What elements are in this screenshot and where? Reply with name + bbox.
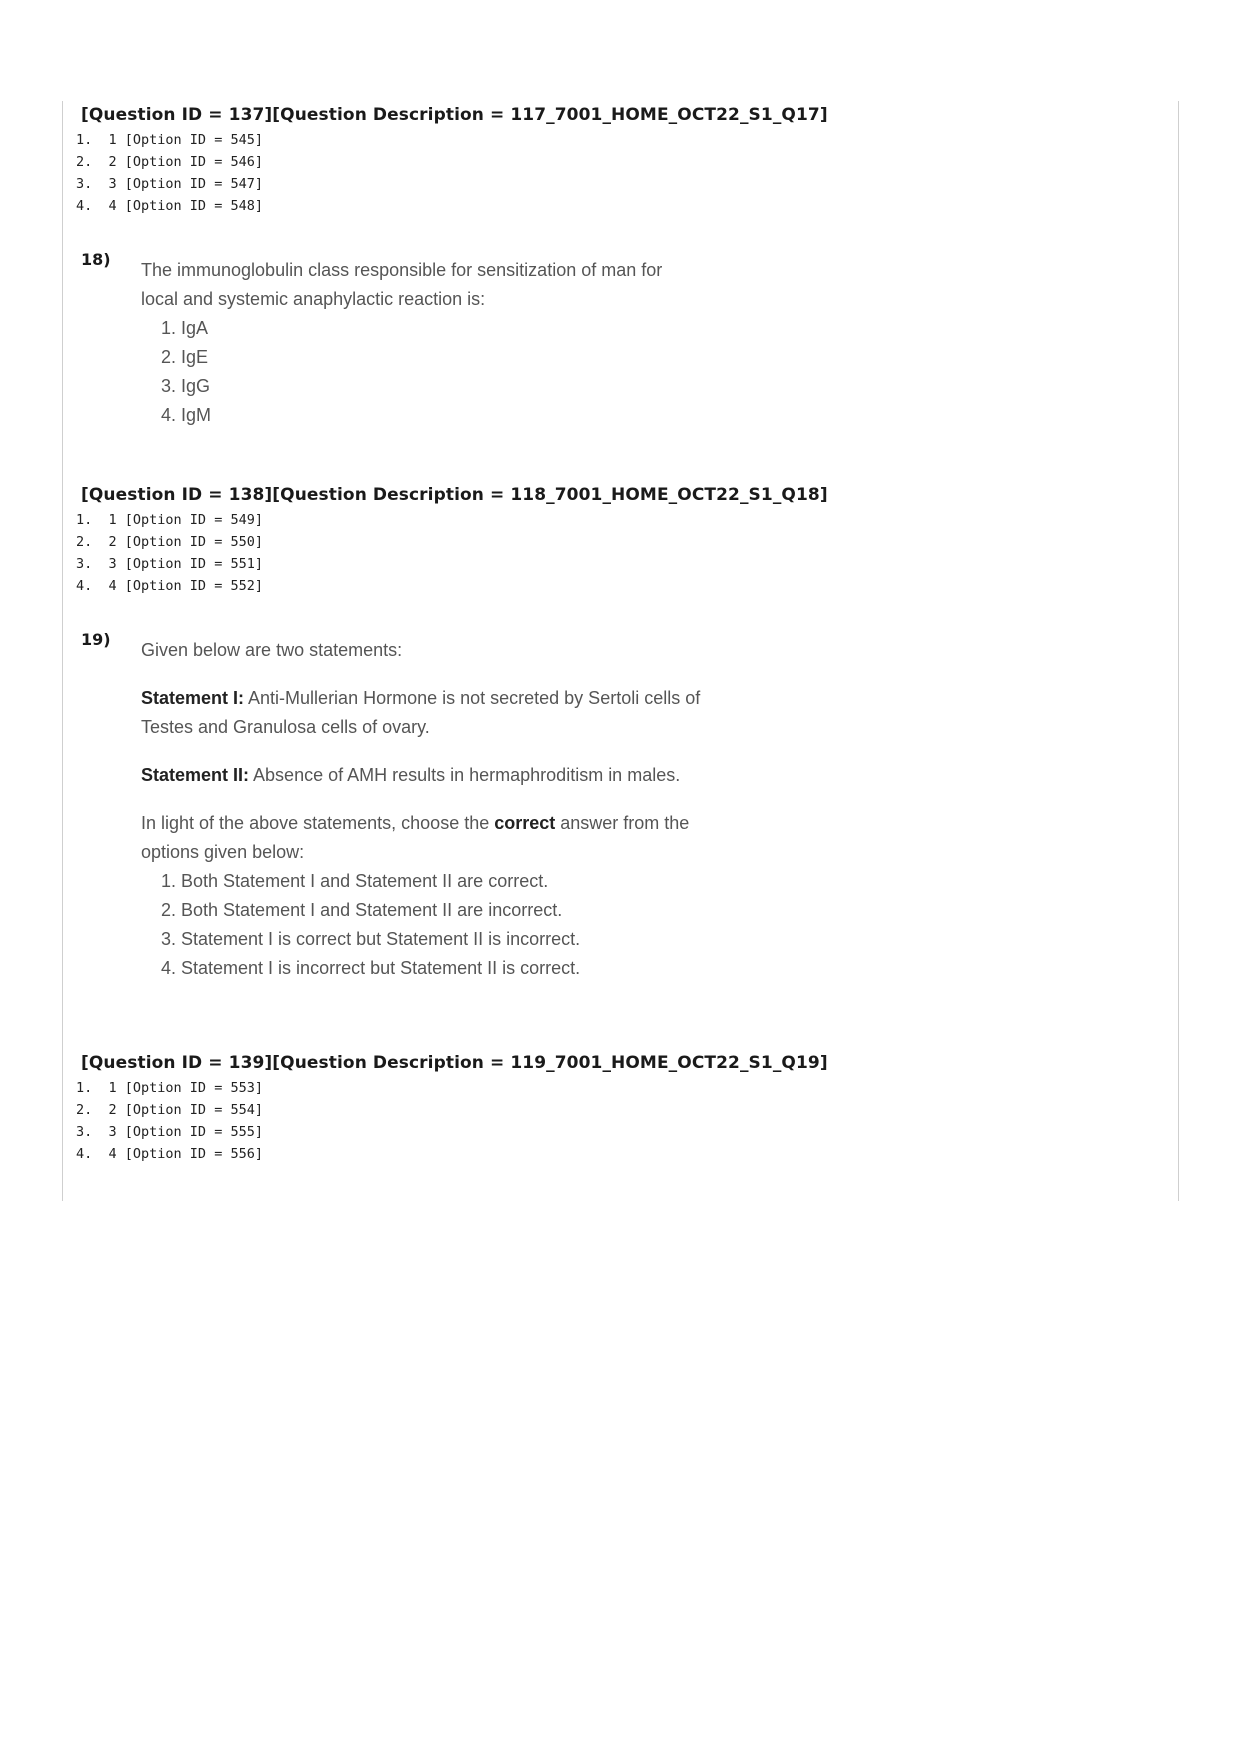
option-list — [76, 1077, 263, 1165]
question-text-line: The immunoglobulin class responsible for sensitization of man for — [141, 260, 663, 280]
question-header: [Question ID = 138][Question Description = 118_7001_HOME_OCT22_S1_Q18] — [81, 485, 828, 505]
instruction-emphasis: correct — [494, 813, 556, 833]
statement-one — [141, 684, 781, 713]
option-item — [76, 1077, 263, 1099]
option-text: 1 [Option ID = 545] — [108, 132, 263, 148]
option-text: 2 [Option ID = 550] — [108, 534, 263, 550]
answer-choice: 2. IgE — [161, 347, 209, 367]
option-number: 3. — [76, 176, 93, 192]
question-number: 19) — [81, 630, 111, 649]
option-number: 4. — [76, 578, 93, 594]
option-text: 4 [Option ID = 548] — [108, 198, 263, 214]
option-text: 1 [Option ID = 549] — [108, 512, 263, 528]
option-number: 4. — [76, 198, 93, 214]
option-number: 2. — [76, 1102, 93, 1118]
option-text: 1 [Option ID = 553] — [108, 1080, 263, 1096]
option-text: 3 [Option ID = 551] — [108, 556, 263, 572]
option-number: 2. — [76, 154, 93, 170]
answer-choice: 3. IgG — [161, 376, 211, 396]
answer-choice: 1. Both Statement I and Statement II are correct. — [161, 871, 549, 891]
answer-choice: 4. IgM — [161, 405, 212, 425]
statement-one-continued: Testes and Granulosa cells of ovary. — [141, 717, 430, 737]
option-text: 3 [Option ID = 555] — [108, 1124, 263, 1140]
option-item — [76, 1143, 263, 1165]
option-number: 3. — [76, 1124, 93, 1140]
question-header: [Question ID = 139][Question Description = 119_7001_HOME_OCT22_S1_Q19] — [81, 1053, 828, 1073]
instruction-text — [141, 809, 781, 838]
statement-text: Absence of AMH results in hermaphroditism in males. — [249, 765, 681, 785]
option-item — [76, 553, 263, 575]
option-number: 1. — [76, 512, 93, 528]
instruction-part: In light of the above statements, choose the — [141, 813, 495, 833]
option-text: 4 [Option ID = 556] — [108, 1146, 263, 1162]
option-text: 3 [Option ID = 547] — [108, 176, 263, 192]
statement-two — [141, 761, 781, 790]
option-list — [76, 509, 263, 597]
option-item — [76, 1099, 263, 1121]
option-number: 4. — [76, 1146, 93, 1162]
answer-choices — [141, 314, 781, 430]
option-number: 1. — [76, 1080, 93, 1096]
answer-choice: 4. Statement I is incorrect but Statement II is correct. — [161, 958, 581, 978]
option-number: 3. — [76, 556, 93, 572]
instruction-text-continued: options given below: — [141, 842, 305, 862]
option-item — [76, 173, 263, 195]
question-text-line: local and systemic anaphylactic reaction is: — [141, 289, 486, 309]
question-header: [Question ID = 137][Question Description = 117_7001_HOME_OCT22_S1_Q17] — [81, 105, 828, 125]
option-item — [76, 531, 263, 553]
instruction-part: answer from the — [555, 813, 690, 833]
option-number: 2. — [76, 534, 93, 550]
answer-choices — [141, 867, 781, 983]
statement-text: Anti-Mullerian Hormone is not secreted by Sertoli cells of — [244, 688, 701, 708]
option-list — [76, 129, 263, 217]
option-item — [76, 575, 263, 597]
option-item — [76, 1121, 263, 1143]
answer-choice: 2. Both Statement I and Statement II are incorrect. — [161, 900, 563, 920]
option-item — [76, 129, 263, 151]
option-number: 1. — [76, 132, 93, 148]
statement-label: Statement I: — [141, 688, 245, 708]
statement-label: Statement II: — [141, 765, 250, 785]
question-intro: Given below are two statements: — [141, 640, 403, 660]
question-body — [141, 256, 781, 430]
option-text: 2 [Option ID = 546] — [108, 154, 263, 170]
option-item — [76, 509, 263, 531]
question-body — [141, 636, 781, 983]
option-item — [76, 195, 263, 217]
option-text: 2 [Option ID = 554] — [108, 1102, 263, 1118]
answer-choice: 1. IgA — [161, 318, 209, 338]
option-text: 4 [Option ID = 552] — [108, 578, 263, 594]
option-item — [76, 151, 263, 173]
answer-choice: 3. Statement I is correct but Statement II is incorrect. — [161, 929, 581, 949]
question-number: 18) — [81, 250, 111, 269]
